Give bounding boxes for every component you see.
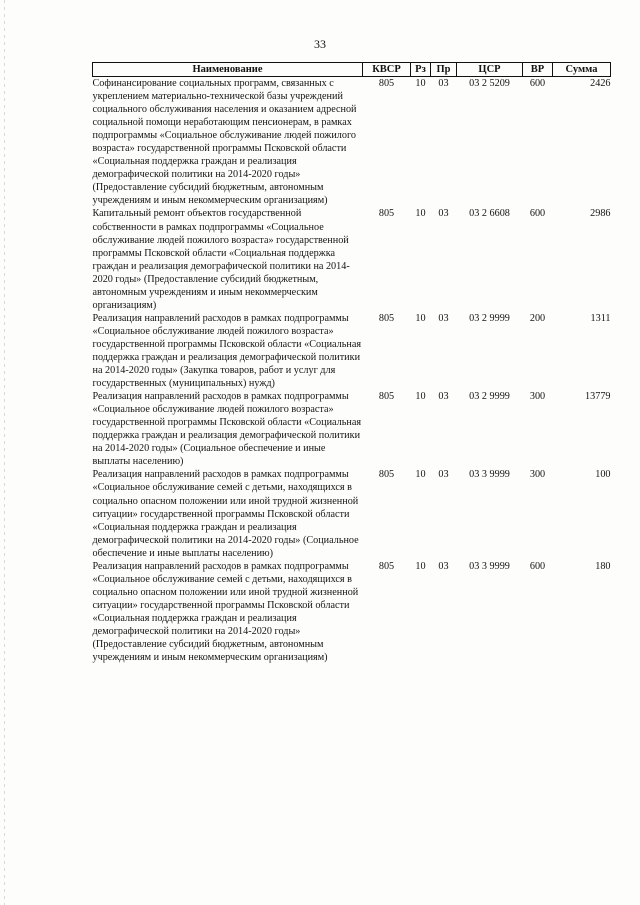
header-rz: Рз [411,63,431,77]
table-row [93,207,611,311]
row-kvsr: 805 [378,208,395,220]
row-csr: 03 3 9999 [469,469,510,481]
row-sum: 2426 [590,78,611,89]
table-row [93,560,611,664]
row-vr: 600 [529,208,546,220]
row-csr: 03 3 9999 [469,560,510,572]
row-vr: 600 [529,560,546,572]
row-csr: 03 2 9999 [469,312,510,324]
row-kvsr: 805 [378,78,395,89]
row-kvsr: 805 [378,391,395,403]
row-name: Реализация направлений расходов в рамках подпрограммы «Социальное обслуживание людей пожилого возраста» государственной программы Псковской области «Социальная поддержка граждан и реализация демографической политики на 2014-2020 годы» (Закупка товаров, работ и услуг для государственных (муниципальных) нужд) [92,312,362,390]
row-csr: 03 2 6608 [469,208,510,220]
row-rz: 10 [415,391,426,403]
row-pr: 03 [438,560,449,572]
row-name: Софинансирование социальных программ, связанных с укреплением материально-технической базы учреждений социального обслуживания населения и оказанием адресной социальной помощи неработающим пенсионерам, в рамках подпрограммы «Социальное обслуживание людей пожилого возраста» государственной программы Псковской области «Социальная поддержка граждан и реализация демографической политики на 2014-2020 годы» (Предоставление субсидий бюджетным, автономным учреждениям и иным некоммерческим организациям) [92,78,357,207]
row-csr: 03 2 5209 [469,78,510,89]
row-sum: 180 [595,560,611,572]
row-pr: 03 [438,312,449,324]
row-sum: 100 [595,469,611,481]
header-name: Наименование [93,63,363,77]
row-vr: 600 [529,78,546,89]
row-kvsr: 805 [378,312,395,324]
row-rz: 10 [415,312,426,324]
header-vr: ВР [523,63,553,77]
row-rz: 10 [415,469,426,481]
row-vr: 300 [529,391,546,403]
header-csr: ЦСР [457,63,523,77]
row-rz: 10 [415,208,426,220]
row-kvsr: 805 [378,469,395,481]
row-rz: 10 [415,560,426,572]
row-pr: 03 [438,208,449,220]
table-row [93,312,611,390]
page-number: 33 [314,37,326,51]
scan-edge [4,0,5,905]
row-csr: 03 2 9999 [469,391,510,403]
header-pr: Пр [431,63,457,77]
row-name: Реализация направлений расходов в рамках подпрограммы «Социальное обслуживание людей пожилого возраста» государственной программы Псковской области «Социальная поддержка граждан и реализация демографической политики на 2014-2020 годы» (Социальное обеспечение и иные выплаты населению) [92,391,362,468]
table-row [93,468,611,559]
table-row [93,390,611,468]
row-rz: 10 [415,78,426,89]
budget-table [92,62,611,664]
row-name: Реализация направлений расходов в рамках подпрограммы «Социальное обслуживание семей с детьми, находящихся в социально опасном положении или иной трудной жизненной ситуации» государственной программы Псковской области «Социальная поддержка граждан и реализация демографической политики на 2014-2020 годы» (Социальное обеспечение и иные выплаты населению) [92,469,359,559]
row-vr: 200 [529,312,546,324]
row-sum: 1311 [590,312,611,324]
row-sum: 2986 [590,208,611,220]
row-sum: 13779 [585,391,611,403]
row-pr: 03 [438,469,449,481]
row-kvsr: 805 [378,560,395,572]
table-header-row [93,63,611,77]
header-sum: Сумма [553,63,611,77]
row-pr: 03 [438,391,449,403]
row-name: Капитальный ремонт объектов государственной собственности в рамках подпрограммы «Социальное обслуживание людей пожилого возраста» государственной программы Псковской области «Социальная поддержка граждан и реализация демографической политики на 2014-2020 годы» (Предоставление субсидий бюджетным, автономным учреждениям и иным некоммерческим организациям) [92,208,350,311]
row-pr: 03 [438,78,449,89]
header-kvsr: КВСР [363,63,411,77]
table-row [93,77,611,208]
row-vr: 300 [529,469,546,481]
row-name: Реализация направлений расходов в рамках подпрограммы «Социальное обслуживание семей с детьми, находящихся в социально опасном положении или иной трудной жизненной ситуации» государственной программы Псковской области «Социальная поддержка граждан и реализация демографической политики на 2014-2020 годы» (Предоставление субсидий бюджетным, автономным учреждениям и иным некоммерческим организациям) [92,560,359,664]
